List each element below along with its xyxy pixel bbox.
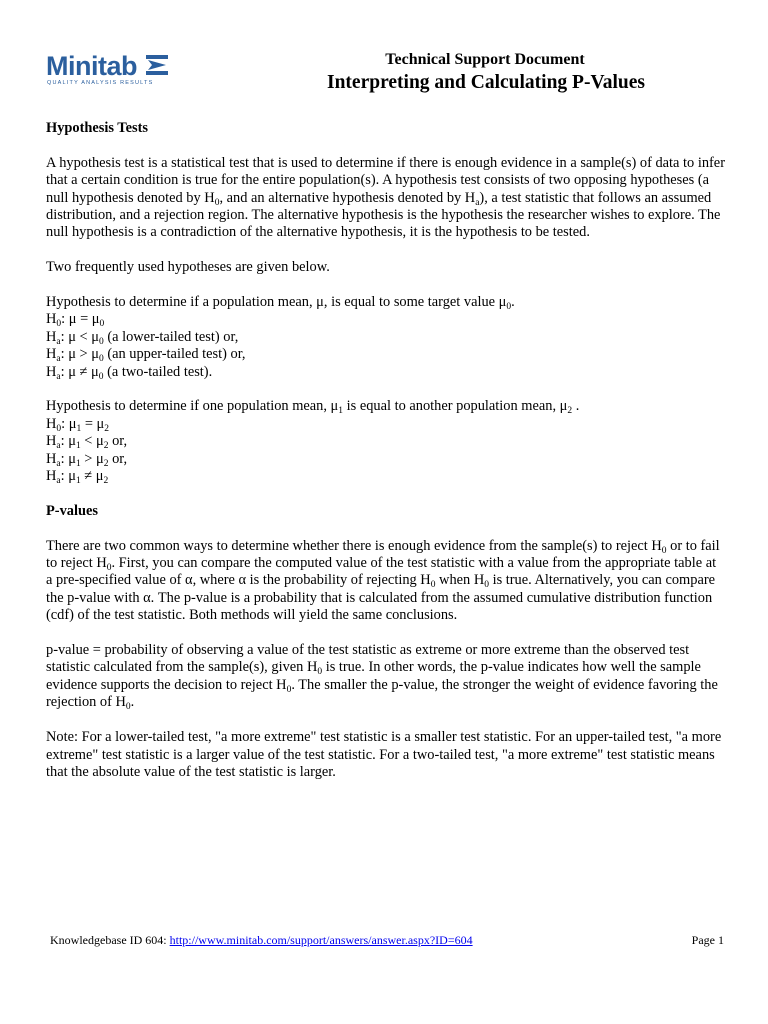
paragraph-two-ways: There are two common ways to determine whether there is enough evidence from the sample(s) to reject $H_0$ or to fail to reject $H_0$. First, you can compare the computed value of the test statistic with a value from the appropriate table at a pre-specified value of α, where α is the probability of rejecting $H_0$ when $H_0$ is true. Alternatively, you can compare the p-value with α. The p-value is a probability that is calculated from the assumed cumulative distribution function (cdf) of the test statistic. Both methods will yield the same conclusions. (46, 537, 720, 624)
paragraph-pvalue-definition: p-value = probability of observing a value of the test statistic as extreme or more extreme than the observed test statistic calculated from the sample(s), given $H_0$ is true. In other words, the p-value indicates how well the sample evidence supports the decision to reject $H_0$. The smaller the p-value, the stronger the weight of evidence favoring the rejection of $H_0$. (46, 642, 718, 713)
document-type: Technical Support Document (385, 51, 585, 68)
hypothesis-line: $H_0$: $\mu = \mu_0$ (46, 311, 105, 330)
hypothesis-line: $H_a$: $\mu_1 \ne \mu_2$ (46, 468, 109, 487)
hypothesis-line: $H_a$: $\mu > \mu_0$ (an upper-tailed test) or, (46, 346, 246, 365)
paragraph-note: Note: For a lower-tailed test, "a more extreme" test statistic is a smaller test statistic. For an upper-tailed test, "a more extreme" test statistic is a larger value of the test statistic. For a two-tailed test, "a more extreme" test statistic means that the absolute value of the test statistic is larger. (46, 729, 722, 780)
paragraph-two-means: Hypothesis to determine if one population mean, $\mu_1$ is equal to another population mean, $\mu_2$ . (46, 398, 580, 417)
page-footer (50, 933, 724, 947)
knowledgebase-label: Knowledgebase ID 604: (50, 933, 170, 947)
logo-wordmark: Minitab (46, 51, 137, 81)
logo-arrow-icon (146, 54, 172, 76)
paragraph-one-mean: Hypothesis to determine if a population mean, μ, is equal to some target value $\mu_0$. (46, 294, 515, 313)
section-heading-pvalues: P-values (46, 502, 98, 519)
page-number: Page 1 (691, 933, 724, 947)
section-heading-hypothesis: Hypothesis Tests (46, 120, 148, 136)
paragraph-intro: A hypothesis test is a statistical test that is used to determine if there is enough evidence in a sample(s) of data to infer that a certain condition is true for the entire population(s). A hypothesis test consists of two opposing hypotheses (a null hypothesis denoted by $H_0$, and an alternative hypothesis denoted by $H_a$), a test statistic that follows an assumed distribution, and a rejection region. The alternative hypothesis is the hypothesis the researcher wishes to explore. The null hypothesis is a contradiction of the alternative hypothesis, it is the hypothesis to be tested. (46, 154, 725, 241)
knowledgebase-link[interactable]: http://www.minitab.com/support/answers/answer.aspx?ID=604 (169, 933, 473, 947)
minitab-logo (46, 50, 176, 90)
hypothesis-line: $H_a$: $\mu < \mu_0$ (a lower-tailed test) or, (46, 328, 239, 347)
hypothesis-line: $H_0$: $\mu_1 = \mu_2$ (46, 415, 109, 434)
paragraph-two-hypotheses: Two frequently used hypotheses are given below. (46, 259, 330, 276)
logo-tagline: QUALITY ANALYSIS RESULTS (47, 80, 154, 86)
hypothesis-line: $H_a$: $\mu_1 < \mu_2$ or, (46, 433, 128, 452)
hypothesis-line: $H_a$: $\mu_1 > \mu_2$ or, (46, 450, 128, 469)
hypothesis-line: $H_a$: $\mu \ne \mu_0$ (a two-tailed test). (46, 363, 213, 382)
document-title: Interpreting and Calculating P-Values (327, 72, 645, 93)
document-body (46, 120, 726, 781)
